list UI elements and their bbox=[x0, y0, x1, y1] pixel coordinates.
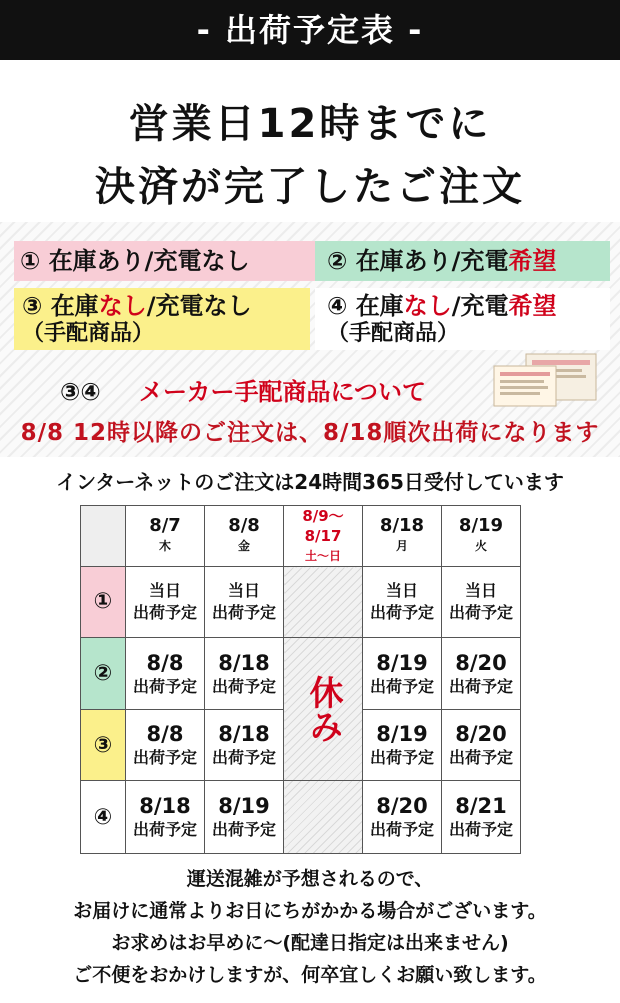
schedule-cell bbox=[442, 567, 521, 638]
table-row bbox=[81, 567, 521, 638]
cell-value: 8/18 bbox=[139, 794, 191, 819]
cell-suffix: 出荷予定 bbox=[369, 676, 434, 696]
holiday-label: 休み bbox=[303, 675, 343, 743]
schedule-cell bbox=[363, 637, 442, 710]
category-2 bbox=[315, 241, 610, 281]
internet-order-note: インターネットのご注文は24時間365日受付しています bbox=[56, 470, 564, 494]
cell-value: 8/20 bbox=[455, 722, 507, 747]
schedule-cell bbox=[205, 710, 284, 781]
footer-line-2: お届けに通常よりお日にちがかかる場合がございます。 bbox=[73, 900, 547, 922]
cell-value: 8/20 bbox=[455, 650, 507, 675]
maker-notice-thumbnail bbox=[492, 352, 598, 408]
maker-order-text: メーカー手配商品について bbox=[139, 378, 427, 406]
schedule-cell bbox=[363, 710, 442, 781]
category-4-number: ④ bbox=[327, 292, 348, 320]
cell-suffix: 出荷予定 bbox=[211, 820, 276, 840]
header-cell bbox=[363, 506, 442, 567]
cell-suffix: 出荷予定 bbox=[369, 748, 434, 768]
category-3-red-text: なし bbox=[98, 292, 147, 320]
cell-suffix: 出荷予定 bbox=[132, 676, 197, 696]
category-3 bbox=[14, 288, 310, 350]
row-label: ④ bbox=[81, 781, 126, 854]
cell-suffix: 出荷予定 bbox=[132, 820, 197, 840]
category-4-red-text: なし bbox=[403, 292, 452, 320]
cell-suffix: 出荷予定 bbox=[132, 602, 197, 622]
category-4-sub: （手配商品） bbox=[327, 321, 460, 346]
category-4-text-b: /充電 bbox=[451, 292, 509, 320]
cell-suffix: 出荷予定 bbox=[369, 820, 434, 840]
category-1-text: 在庫あり/充電なし bbox=[48, 247, 250, 275]
category-4-text-a: 在庫 bbox=[355, 292, 404, 320]
header-cell bbox=[442, 506, 521, 567]
schedule-cell bbox=[126, 781, 205, 854]
cell-suffix: 出荷予定 bbox=[448, 820, 513, 840]
cell-value: 8/18 bbox=[218, 650, 270, 675]
schedule-cell bbox=[442, 710, 521, 781]
header-date: 8/8 bbox=[228, 515, 260, 536]
table-header-row bbox=[81, 506, 521, 567]
schedule-cell bbox=[442, 781, 521, 854]
header-day: 金 bbox=[237, 539, 250, 553]
cell-value: 当日 bbox=[148, 580, 181, 600]
schedule-cell bbox=[126, 567, 205, 638]
header-day: 月 bbox=[395, 539, 408, 553]
footer-line-3: お求めはお早めに～(配達日指定は出来ません) bbox=[111, 932, 509, 954]
category-2-number: ② bbox=[327, 247, 348, 275]
cell-value: 当日 bbox=[227, 580, 260, 600]
schedule-cell bbox=[205, 781, 284, 854]
schedule-cell bbox=[205, 567, 284, 638]
category-4 bbox=[315, 288, 610, 350]
header-date: 8/18 bbox=[379, 515, 425, 536]
category-1-number: ① bbox=[20, 247, 41, 275]
header-day: 土～日 bbox=[304, 549, 341, 563]
cell-value: 8/8 bbox=[146, 722, 184, 747]
category-3-sub: （手配商品） bbox=[22, 321, 155, 346]
cell-suffix: 出荷予定 bbox=[448, 748, 513, 768]
table-corner bbox=[81, 506, 126, 567]
category-2-red-text: 希望 bbox=[508, 247, 557, 275]
row-label: ① bbox=[81, 567, 126, 638]
headline-line-2: 決済が完了したご注文 bbox=[95, 164, 525, 210]
header-cell-holiday bbox=[284, 506, 363, 567]
cell-suffix: 出荷予定 bbox=[211, 748, 276, 768]
category-3-text-b: /充電なし bbox=[146, 292, 252, 320]
headline-line-1: 営業日12時までに bbox=[128, 101, 492, 147]
header-cell bbox=[126, 506, 205, 567]
category-1 bbox=[14, 241, 316, 281]
cell-value: 当日 bbox=[385, 580, 418, 600]
row-label: ③ bbox=[81, 710, 126, 781]
footer-line-1: 運送混雑が予想されるので、 bbox=[186, 868, 434, 890]
holiday-cell bbox=[284, 567, 363, 854]
maker-order-numbers: ③④ bbox=[60, 378, 101, 406]
category-3-number: ③ bbox=[22, 292, 43, 320]
cell-suffix: 出荷予定 bbox=[369, 602, 434, 622]
schedule-cell bbox=[363, 781, 442, 854]
cell-value: 8/18 bbox=[218, 722, 270, 747]
cell-value: 8/19 bbox=[218, 794, 270, 819]
footer-line-4: ご不便をおかけしますが、何卒宜しくお願い致します。 bbox=[73, 964, 547, 986]
cell-value: 8/8 bbox=[146, 650, 184, 675]
cell-suffix: 出荷予定 bbox=[211, 676, 276, 696]
cell-suffix: 出荷予定 bbox=[132, 748, 197, 768]
page-banner: - 出荷予定表 - bbox=[0, 0, 620, 60]
schedule-cell bbox=[126, 710, 205, 781]
shipping-notice: 8/8 12時以降のご注文は、8/18順次出荷になります bbox=[20, 420, 600, 446]
schedule-cell bbox=[126, 637, 205, 710]
maker-order-note bbox=[60, 372, 426, 407]
cell-suffix: 出荷予定 bbox=[448, 676, 513, 696]
category-3-text-a: 在庫 bbox=[50, 292, 99, 320]
schedule-cell bbox=[205, 637, 284, 710]
shipping-schedule-table bbox=[80, 505, 521, 854]
header-cell bbox=[205, 506, 284, 567]
cell-suffix: 出荷予定 bbox=[211, 602, 276, 622]
cell-value: 8/19 bbox=[376, 650, 428, 675]
header-date: 8/19 bbox=[458, 515, 504, 536]
cell-value: 当日 bbox=[464, 580, 497, 600]
cell-value: 8/20 bbox=[376, 794, 428, 819]
cell-value: 8/21 bbox=[455, 794, 507, 819]
category-2-text: 在庫あり/充電 bbox=[355, 247, 509, 275]
category-4-red-text-2: 希望 bbox=[508, 292, 557, 320]
schedule-cell bbox=[363, 567, 442, 638]
header-date: 8/7 bbox=[149, 515, 181, 536]
header-date: 8/9～8/17 bbox=[302, 507, 344, 545]
cell-suffix: 出荷予定 bbox=[448, 602, 513, 622]
header-day: 木 bbox=[158, 539, 171, 553]
schedule-cell bbox=[442, 637, 521, 710]
header-day: 火 bbox=[474, 539, 487, 553]
cell-value: 8/19 bbox=[376, 722, 428, 747]
row-label: ② bbox=[81, 637, 126, 710]
